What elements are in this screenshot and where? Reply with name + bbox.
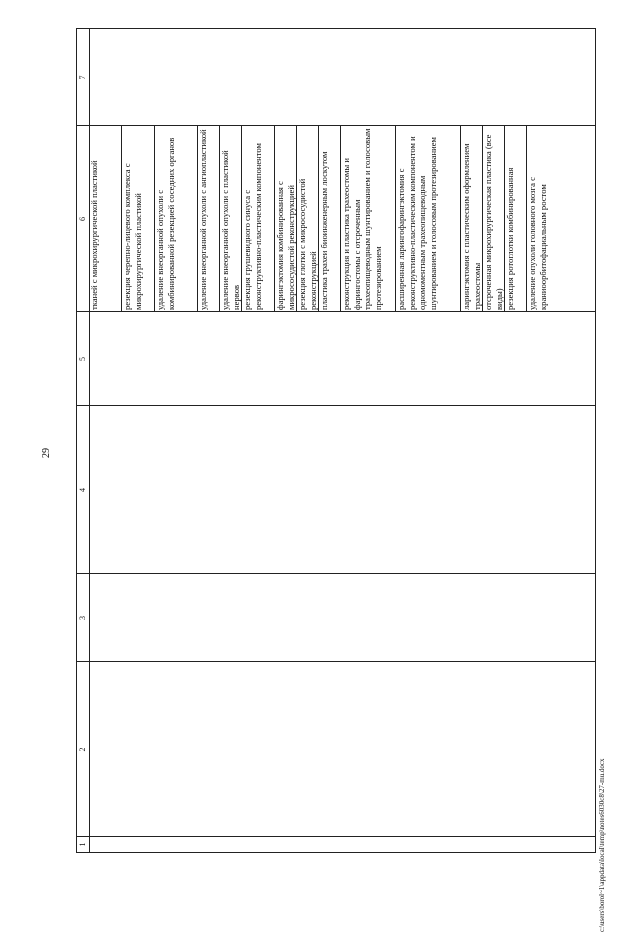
list-item: реконструкция и пластика трахеостомы и фарингостомы с отсроченным трахеопищеводным шунтированием и голосовым протезированием: [341, 126, 396, 312]
list-item: пластика трахеи биоинженерным лоскутом: [319, 126, 341, 312]
list-item: резекция грушевидного синуса с реконструктивно-пластическим компонентом: [242, 126, 275, 312]
list-item: удаление внеорганной опухоли с комбинированной резекцией соседних органов: [155, 126, 198, 312]
list-item: резекция глотки с микрососудистой реконструкцией: [297, 126, 319, 312]
header-col-5: 5: [78, 357, 87, 361]
procedures-table: [76, 28, 596, 853]
header-col-1: 1: [78, 842, 87, 847]
list-item: фарингэктомия комбинированная с микрососудистой реконструкцией: [275, 126, 297, 312]
document-file-path: c:\users\borol~1\appdata\local\temp\notes6030c8\27-mu.docx: [598, 758, 606, 932]
list-item: резекция черепно-лицевого комплекса с микрохирургической пластикой: [122, 126, 155, 312]
page-number: 29: [41, 448, 52, 458]
list-item: ларингэктомия с пластическим оформлением трахеостомы: [461, 126, 483, 312]
header-col-4: 4: [78, 488, 87, 492]
list-item: отсроченная микрохирургическая пластика (все виды): [483, 126, 505, 312]
list-item: удаление внеорганной опухоли с ангиопластикой: [198, 126, 220, 312]
header-col-6: 6: [78, 217, 87, 221]
header-col-3: 3: [78, 616, 87, 620]
list-item: удаление внеорганной опухоли с пластикой нервов: [220, 126, 242, 312]
list-item: удаление опухоли головного мозга с краниоорбитофациальным ростом: [527, 177, 548, 310]
header-col-2: 2: [78, 747, 87, 752]
column-6-cell: [89, 126, 596, 312]
rotated-page-content: [76, 28, 596, 853]
procedure-list: [89, 126, 549, 312]
table-header-row: [76, 28, 90, 853]
list-item: тканей с микрохирургической пластикой: [89, 126, 122, 312]
list-item: резекция ротоглотки комбинированная: [505, 126, 527, 312]
list-item: расширенная ларингофарингэктомия с реконструктивно-пластическим компонентом и одномоментным трахеопищеводным шунтированием и голосовым протезированием: [396, 126, 461, 312]
header-col-7: 7: [78, 75, 87, 80]
